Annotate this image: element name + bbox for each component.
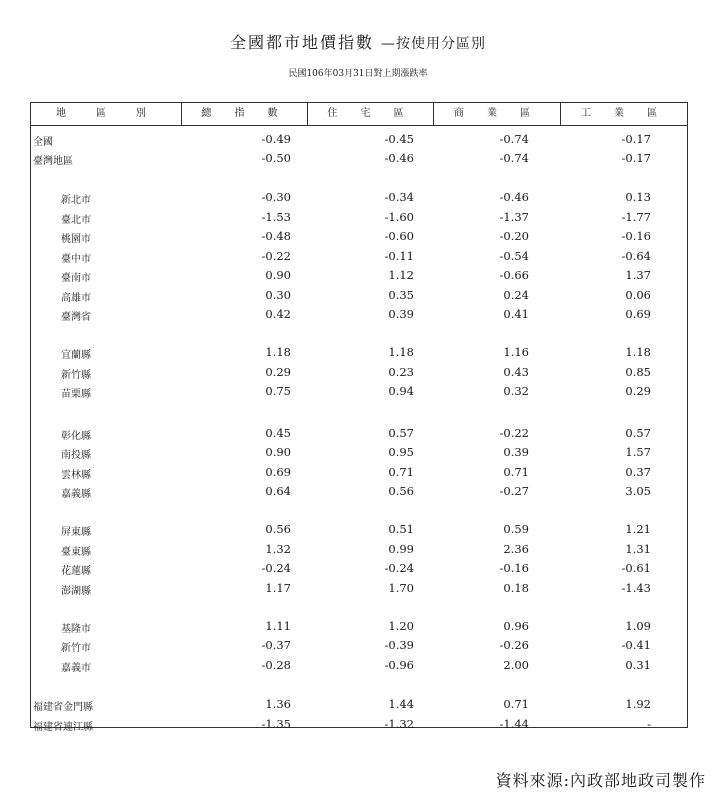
cell-residential: -1.32 xyxy=(384,717,414,731)
cell-residential: -0.60 xyxy=(384,229,414,243)
cell-industrial: 0.31 xyxy=(625,658,651,672)
cell-residential: 0.56 xyxy=(388,484,414,498)
table-row xyxy=(31,559,687,578)
cell-commercial: 0.24 xyxy=(503,288,529,302)
row-region-name: 臺北市 xyxy=(61,215,91,226)
cell-residential: -0.34 xyxy=(384,190,414,204)
row-region-name: 臺中市 xyxy=(61,254,91,265)
document-subtitle: 民國106年03月31日對上期漲跌率 xyxy=(288,69,428,79)
cell-industrial: 1.37 xyxy=(625,268,651,282)
cell-commercial: -0.74 xyxy=(499,151,529,165)
cell-commercial: 1.16 xyxy=(503,345,529,359)
cell-residential: 0.99 xyxy=(388,542,414,556)
cell-commercial: -1.44 xyxy=(499,717,529,731)
cell-industrial: - xyxy=(647,717,651,731)
cell-industrial: -0.17 xyxy=(621,132,651,146)
cell-residential: -0.39 xyxy=(384,638,414,652)
cell-residential: -0.11 xyxy=(384,249,414,263)
cell-commercial: -0.66 xyxy=(499,268,529,282)
cell-total: -0.48 xyxy=(261,229,291,243)
table-row xyxy=(31,266,687,285)
table-row xyxy=(31,443,687,462)
table-row xyxy=(31,424,687,443)
cell-industrial: -1.43 xyxy=(621,581,651,595)
cell-total: 0.45 xyxy=(265,426,291,440)
table-row xyxy=(31,130,687,149)
cell-industrial: -0.16 xyxy=(621,229,651,243)
cell-commercial: 0.96 xyxy=(503,619,529,633)
cell-industrial: 0.57 xyxy=(625,426,651,440)
cell-industrial: 0.06 xyxy=(625,288,651,302)
row-region-name: 新北市 xyxy=(61,195,91,206)
cell-residential: 1.70 xyxy=(388,581,414,595)
cell-industrial: 3.05 xyxy=(625,484,651,498)
cell-total: 0.69 xyxy=(265,465,291,479)
table-row xyxy=(31,188,687,207)
cell-commercial: -0.46 xyxy=(499,190,529,204)
cell-residential: 1.44 xyxy=(388,697,414,711)
document-title xyxy=(0,30,716,53)
cell-total: -0.50 xyxy=(261,151,291,165)
cell-commercial: 2.36 xyxy=(503,542,529,556)
cell-total: 0.90 xyxy=(265,445,291,459)
cell-total: 1.11 xyxy=(265,619,291,633)
cell-industrial: 0.85 xyxy=(625,365,651,379)
cell-commercial: 0.71 xyxy=(503,465,529,479)
cell-industrial: -0.17 xyxy=(621,151,651,165)
cell-total: 0.30 xyxy=(265,288,291,302)
cell-residential: -0.96 xyxy=(384,658,414,672)
cell-commercial: 0.43 xyxy=(503,365,529,379)
row-region-name: 全國 xyxy=(33,137,53,148)
cell-commercial: -0.26 xyxy=(499,638,529,652)
cell-industrial: 1.92 xyxy=(625,697,651,711)
cell-total: -0.37 xyxy=(261,638,291,652)
row-region-name: 福建省金門縣 xyxy=(33,702,93,713)
header-commercial: 商 業 區 xyxy=(453,108,541,119)
table-row xyxy=(31,463,687,482)
cell-industrial: 0.13 xyxy=(625,190,651,204)
cell-commercial: -1.37 xyxy=(499,210,529,224)
cell-commercial: 0.71 xyxy=(503,697,529,711)
table-row xyxy=(31,482,687,501)
row-region-name: 雲林縣 xyxy=(61,470,91,481)
cell-industrial: 1.18 xyxy=(625,345,651,359)
cell-residential: 0.57 xyxy=(388,426,414,440)
row-region-name: 宜蘭縣 xyxy=(61,350,91,361)
row-region-name: 高雄市 xyxy=(61,293,91,304)
cell-industrial: 1.31 xyxy=(625,542,651,556)
row-region-name: 基隆市 xyxy=(61,624,91,635)
cell-total: 0.75 xyxy=(265,384,291,398)
table-header xyxy=(31,103,687,126)
table-row xyxy=(31,286,687,305)
row-region-name: 苗栗縣 xyxy=(61,389,91,400)
cell-commercial: -0.74 xyxy=(499,132,529,146)
cell-industrial: 1.09 xyxy=(625,619,651,633)
cell-commercial: -0.22 xyxy=(499,426,529,440)
cell-total: -0.30 xyxy=(261,190,291,204)
cell-industrial: -0.41 xyxy=(621,638,651,652)
price-index-table xyxy=(30,102,688,733)
cell-total: -0.24 xyxy=(261,561,291,575)
cell-total: -1.53 xyxy=(261,210,291,224)
cell-commercial: -0.16 xyxy=(499,561,529,575)
cell-commercial: 0.41 xyxy=(503,307,529,321)
cell-total: -0.22 xyxy=(261,249,291,263)
table-row xyxy=(31,247,687,266)
cell-residential: -1.60 xyxy=(384,210,414,224)
cell-industrial: 0.69 xyxy=(625,307,651,321)
row-region-name: 嘉義市 xyxy=(61,663,91,674)
table-row xyxy=(31,617,687,636)
table-row xyxy=(31,656,687,675)
cell-total: 0.42 xyxy=(265,307,291,321)
row-region-name: 臺灣省 xyxy=(61,312,91,323)
cell-commercial: -0.54 xyxy=(499,249,529,263)
table-row xyxy=(31,579,687,598)
row-region-name: 彰化縣 xyxy=(61,431,91,442)
cell-residential: 1.20 xyxy=(388,619,414,633)
cell-industrial: -1.77 xyxy=(621,210,651,224)
cell-commercial: 0.59 xyxy=(503,522,529,536)
cell-commercial: 0.39 xyxy=(503,445,529,459)
cell-industrial: 0.29 xyxy=(625,384,651,398)
row-region-name: 臺東縣 xyxy=(61,547,91,558)
row-region-name: 南投縣 xyxy=(61,450,91,461)
row-region-name: 澎湖縣 xyxy=(61,586,91,597)
cell-commercial: -0.27 xyxy=(499,484,529,498)
row-region-name: 臺南市 xyxy=(61,273,91,284)
cell-commercial: 2.00 xyxy=(503,658,529,672)
cell-total: -0.49 xyxy=(261,132,291,146)
cell-residential: -0.24 xyxy=(384,561,414,575)
table-row xyxy=(31,382,687,401)
header-residential: 住 宅 區 xyxy=(327,108,414,119)
cell-residential: 0.71 xyxy=(388,465,414,479)
header-total: 總 指 數 xyxy=(201,108,288,119)
cell-total: -0.28 xyxy=(261,658,291,672)
cell-total: 0.90 xyxy=(265,268,291,282)
row-region-name: 嘉義縣 xyxy=(61,489,91,500)
cell-residential: 0.39 xyxy=(388,307,414,321)
cell-total: 1.36 xyxy=(265,697,291,711)
cell-total: 1.32 xyxy=(265,542,291,556)
table-row xyxy=(31,695,687,714)
table-row xyxy=(31,208,687,227)
row-region-name: 新竹縣 xyxy=(61,370,91,381)
cell-industrial: 1.21 xyxy=(625,522,651,536)
title-sub: —按使用分區別 xyxy=(381,36,487,52)
cell-residential: 0.51 xyxy=(388,522,414,536)
table-row xyxy=(31,363,687,382)
table-row xyxy=(31,715,687,734)
cell-total: -1.35 xyxy=(261,717,291,731)
row-region-name: 新竹市 xyxy=(61,643,91,654)
row-region-name: 花蓮縣 xyxy=(61,566,91,577)
cell-residential: 0.94 xyxy=(388,384,414,398)
cell-commercial: 0.18 xyxy=(503,581,529,595)
cell-total: 1.18 xyxy=(265,345,291,359)
table-row xyxy=(31,305,687,324)
row-region-name: 桃園市 xyxy=(61,234,91,245)
table-row xyxy=(31,149,687,168)
header-industrial: 工 業 區 xyxy=(580,108,668,119)
cell-residential: 0.35 xyxy=(388,288,414,302)
cell-residential: 1.18 xyxy=(388,345,414,359)
cell-residential: 0.23 xyxy=(388,365,414,379)
cell-industrial: -0.64 xyxy=(621,249,651,263)
cell-industrial: -0.61 xyxy=(621,561,651,575)
cell-residential: -0.46 xyxy=(384,151,414,165)
cell-industrial: 0.37 xyxy=(625,465,651,479)
cell-total: 1.17 xyxy=(265,581,291,595)
cell-total: 0.64 xyxy=(265,484,291,498)
table-row xyxy=(31,227,687,246)
cell-commercial: -0.20 xyxy=(499,229,529,243)
row-region-name: 屏東縣 xyxy=(61,527,91,538)
table-row xyxy=(31,636,687,655)
cell-total: 0.29 xyxy=(265,365,291,379)
table-row xyxy=(31,343,687,362)
source-note: 資料來源:內政部地政司製作 xyxy=(495,771,706,790)
cell-residential: 0.95 xyxy=(388,445,414,459)
cell-residential: -0.45 xyxy=(384,132,414,146)
cell-residential: 1.12 xyxy=(388,268,414,282)
table-row xyxy=(31,520,687,539)
row-region-name: 臺灣地區 xyxy=(33,156,73,167)
cell-total: 0.56 xyxy=(265,522,291,536)
table-row xyxy=(31,540,687,559)
header-region: 地 區 別 xyxy=(56,108,156,119)
cell-industrial: 1.57 xyxy=(625,445,651,459)
title-main: 全國都市地價指數 xyxy=(229,33,374,52)
row-region-name: 福建省連江縣 xyxy=(33,722,93,733)
cell-commercial: 0.32 xyxy=(503,384,529,398)
